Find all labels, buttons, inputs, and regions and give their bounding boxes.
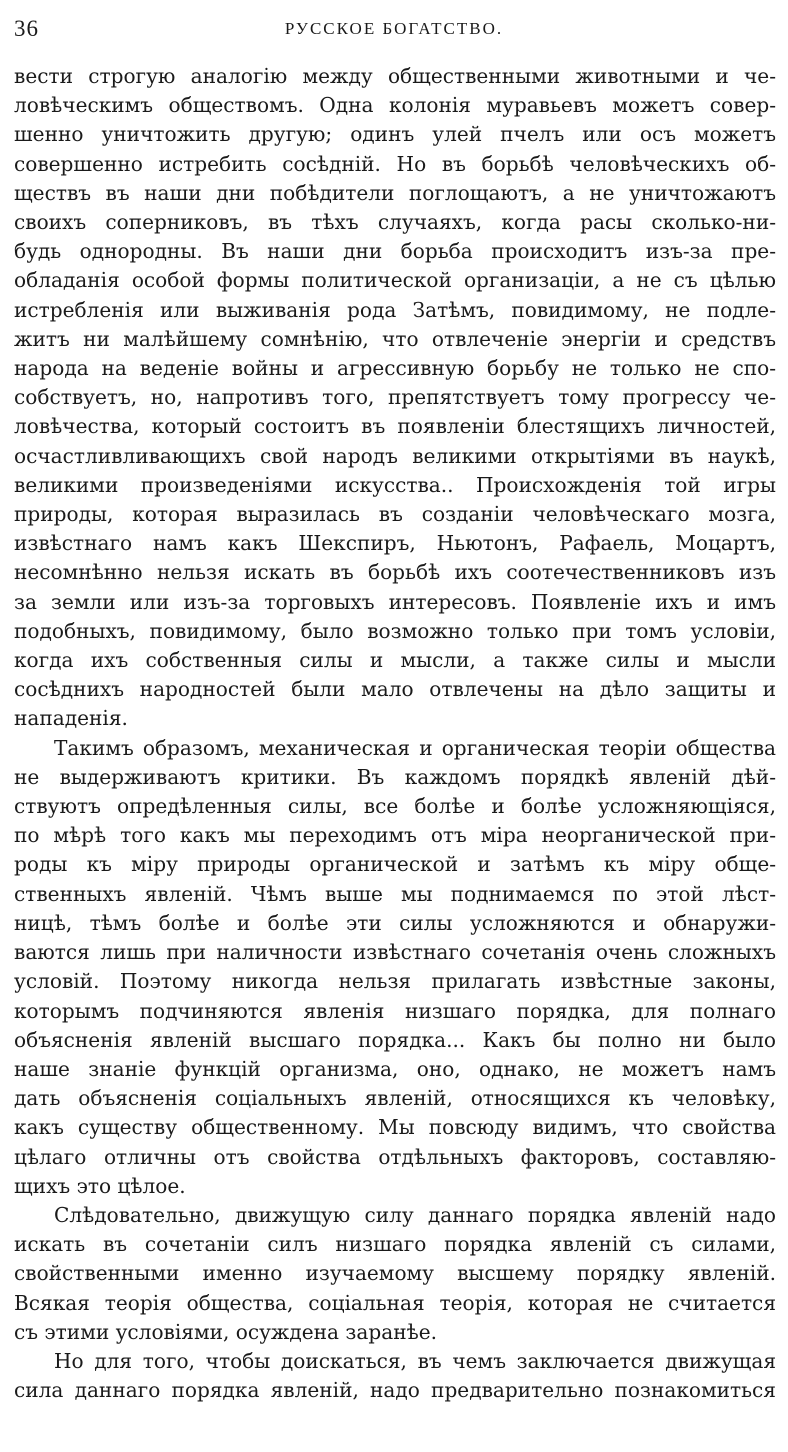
text-line: ществъ въ наши дни побѣдители поглощаютъ, а не уничтожаютъ — [14, 180, 776, 205]
text-line: ловѣческимъ обществомъ. Одна колонія муравьевъ можетъ совер- — [14, 93, 776, 118]
text-line: совершенно истребить сосѣдній. Но въ борьбѣ человѣческихъ об- — [14, 151, 776, 176]
text-line: шенно уничтожить другую; одинъ улей пчелъ или осъ можетъ — [14, 122, 776, 147]
text-line: Слѣдовательно, движущую силу даннаго порядка явленій надо — [54, 1202, 776, 1227]
body-text — [14, 62, 776, 1405]
text-line: истребленія или выживанія рода Затѣмъ, повидимому, не подле- — [14, 297, 776, 322]
text-line: ловѣчества, который состоитъ въ появленіи блестящихъ личностей, — [14, 414, 776, 439]
text-line: обладанія особой формы политической организаціи, а не съ цѣлью — [14, 268, 776, 293]
text-line: нападенія. — [14, 706, 128, 731]
text-line: великими произведеніями искусства.. Происхожденія той игры — [14, 472, 776, 497]
text-line: вести строгую аналогію между общественными животными и че- — [14, 64, 776, 88]
text-line: съ этими условіями, осуждена заранѣе. — [14, 1319, 437, 1344]
text-line: ницѣ, тѣмъ болѣе и болѣе эти силы усложняются и обнаружи- — [14, 910, 776, 935]
text-line: роды къ міру природы органической и затѣмъ къ міру обще- — [14, 852, 776, 877]
text-line: Но для того, чтобы доискаться, въ чемъ заключается движущая — [54, 1348, 776, 1373]
text-line: дать объясненія соціальныхъ явленій, относящихся къ человѣку, — [14, 1086, 776, 1111]
text-line: щихъ это цѣлое. — [14, 1173, 186, 1198]
running-head: РУССКОЕ БОГАТСТВО. — [284, 19, 504, 38]
text-line: несомнѣнно нельзя искать въ борьбѣ ихъ соотечественниковъ изъ — [14, 560, 776, 585]
text-line: природы, которая выразилась въ созданіи человѣческаго мозга, — [14, 502, 776, 527]
text-line: будь однородны. Въ наши дни борьба происходитъ изъ-за пре- — [14, 239, 776, 264]
text-line: Всякая теорія общества, соціальная теорія, которая не считается — [14, 1290, 776, 1315]
text-line: какъ существу общественному. Мы повсюду видимъ, что свойства — [14, 1115, 776, 1140]
text-line: наше знаніе функцій организма, оно, однако, не можетъ намъ — [14, 1056, 776, 1081]
text-line: подобныхъ, повидимому, было возможно только при томъ условіи, — [14, 618, 776, 643]
text-line: искать въ сочетаніи силъ низшаго порядка явленій съ силами, — [14, 1232, 776, 1257]
text-line: сила даннаго порядка явленій, надо предварительно познакомиться — [14, 1378, 776, 1403]
text-line: ваются лишь при наличности извѣстнаго сочетанія очень сложныхъ — [14, 940, 776, 965]
text-line: сосѣднихъ народностей были мало отвлечены на дѣло защиты и — [14, 677, 776, 702]
text-line: Такимъ образомъ, механическая и органическая теоріи общества — [54, 735, 776, 760]
text-line: свойственными именно изучаемому высшему порядку явленій. — [14, 1261, 776, 1286]
text-line: не выдерживаютъ критики. Въ каждомъ порядкѣ явленій дѣй- — [14, 764, 776, 789]
text-line: которымъ подчиняются явленія низшаго порядка, для полнаго — [14, 998, 776, 1023]
text-line: осчастливливающихъ свой народъ великими открытіями въ наукѣ, — [14, 443, 776, 468]
page-number: 36 — [14, 16, 39, 41]
text-line: житъ ни малѣйшему сомнѣнію, что отвлеченіе энергіи и средствъ — [14, 326, 776, 351]
text-line: ствуютъ опредѣленныя силы, все болѣе и болѣе усложняющіяся, — [14, 794, 776, 819]
text-line: ственныхъ явленій. Чѣмъ выше мы поднимаемся по этой лѣст- — [14, 881, 776, 906]
text-line: когда ихъ собственныя силы и мысли, а также силы и мысли — [14, 648, 776, 673]
text-line: извѣстнаго намъ какъ Шекспиръ, Ньютонъ, Рафаель, Моцартъ, — [14, 531, 776, 556]
text-line: за земли или изъ-за торговыхъ интересовъ. Появленіе ихъ и имъ — [14, 589, 776, 614]
text-line: народа на веденіе войны и агрессивную борьбу не только не спо- — [14, 356, 776, 381]
page-header — [14, 10, 774, 44]
text-line: условій. Поэтому никогда нельзя прилагать извѣстные законы, — [14, 969, 776, 994]
text-line: объясненія явленій высшаго порядка... Какъ бы полно ни было — [14, 1027, 776, 1052]
text-line: цѣлаго отличны отъ свойства отдѣльныхъ факторовъ, составляю- — [14, 1144, 776, 1169]
text-line: по мѣрѣ того какъ мы переходимъ отъ міра неорганической при- — [14, 823, 776, 848]
text-line: собствуетъ, но, напротивъ того, препятствуетъ тому прогрессу че- — [14, 385, 776, 410]
text-line: своихъ соперниковъ, въ тѣхъ случаяхъ, когда расы сколько-ни- — [14, 210, 776, 235]
